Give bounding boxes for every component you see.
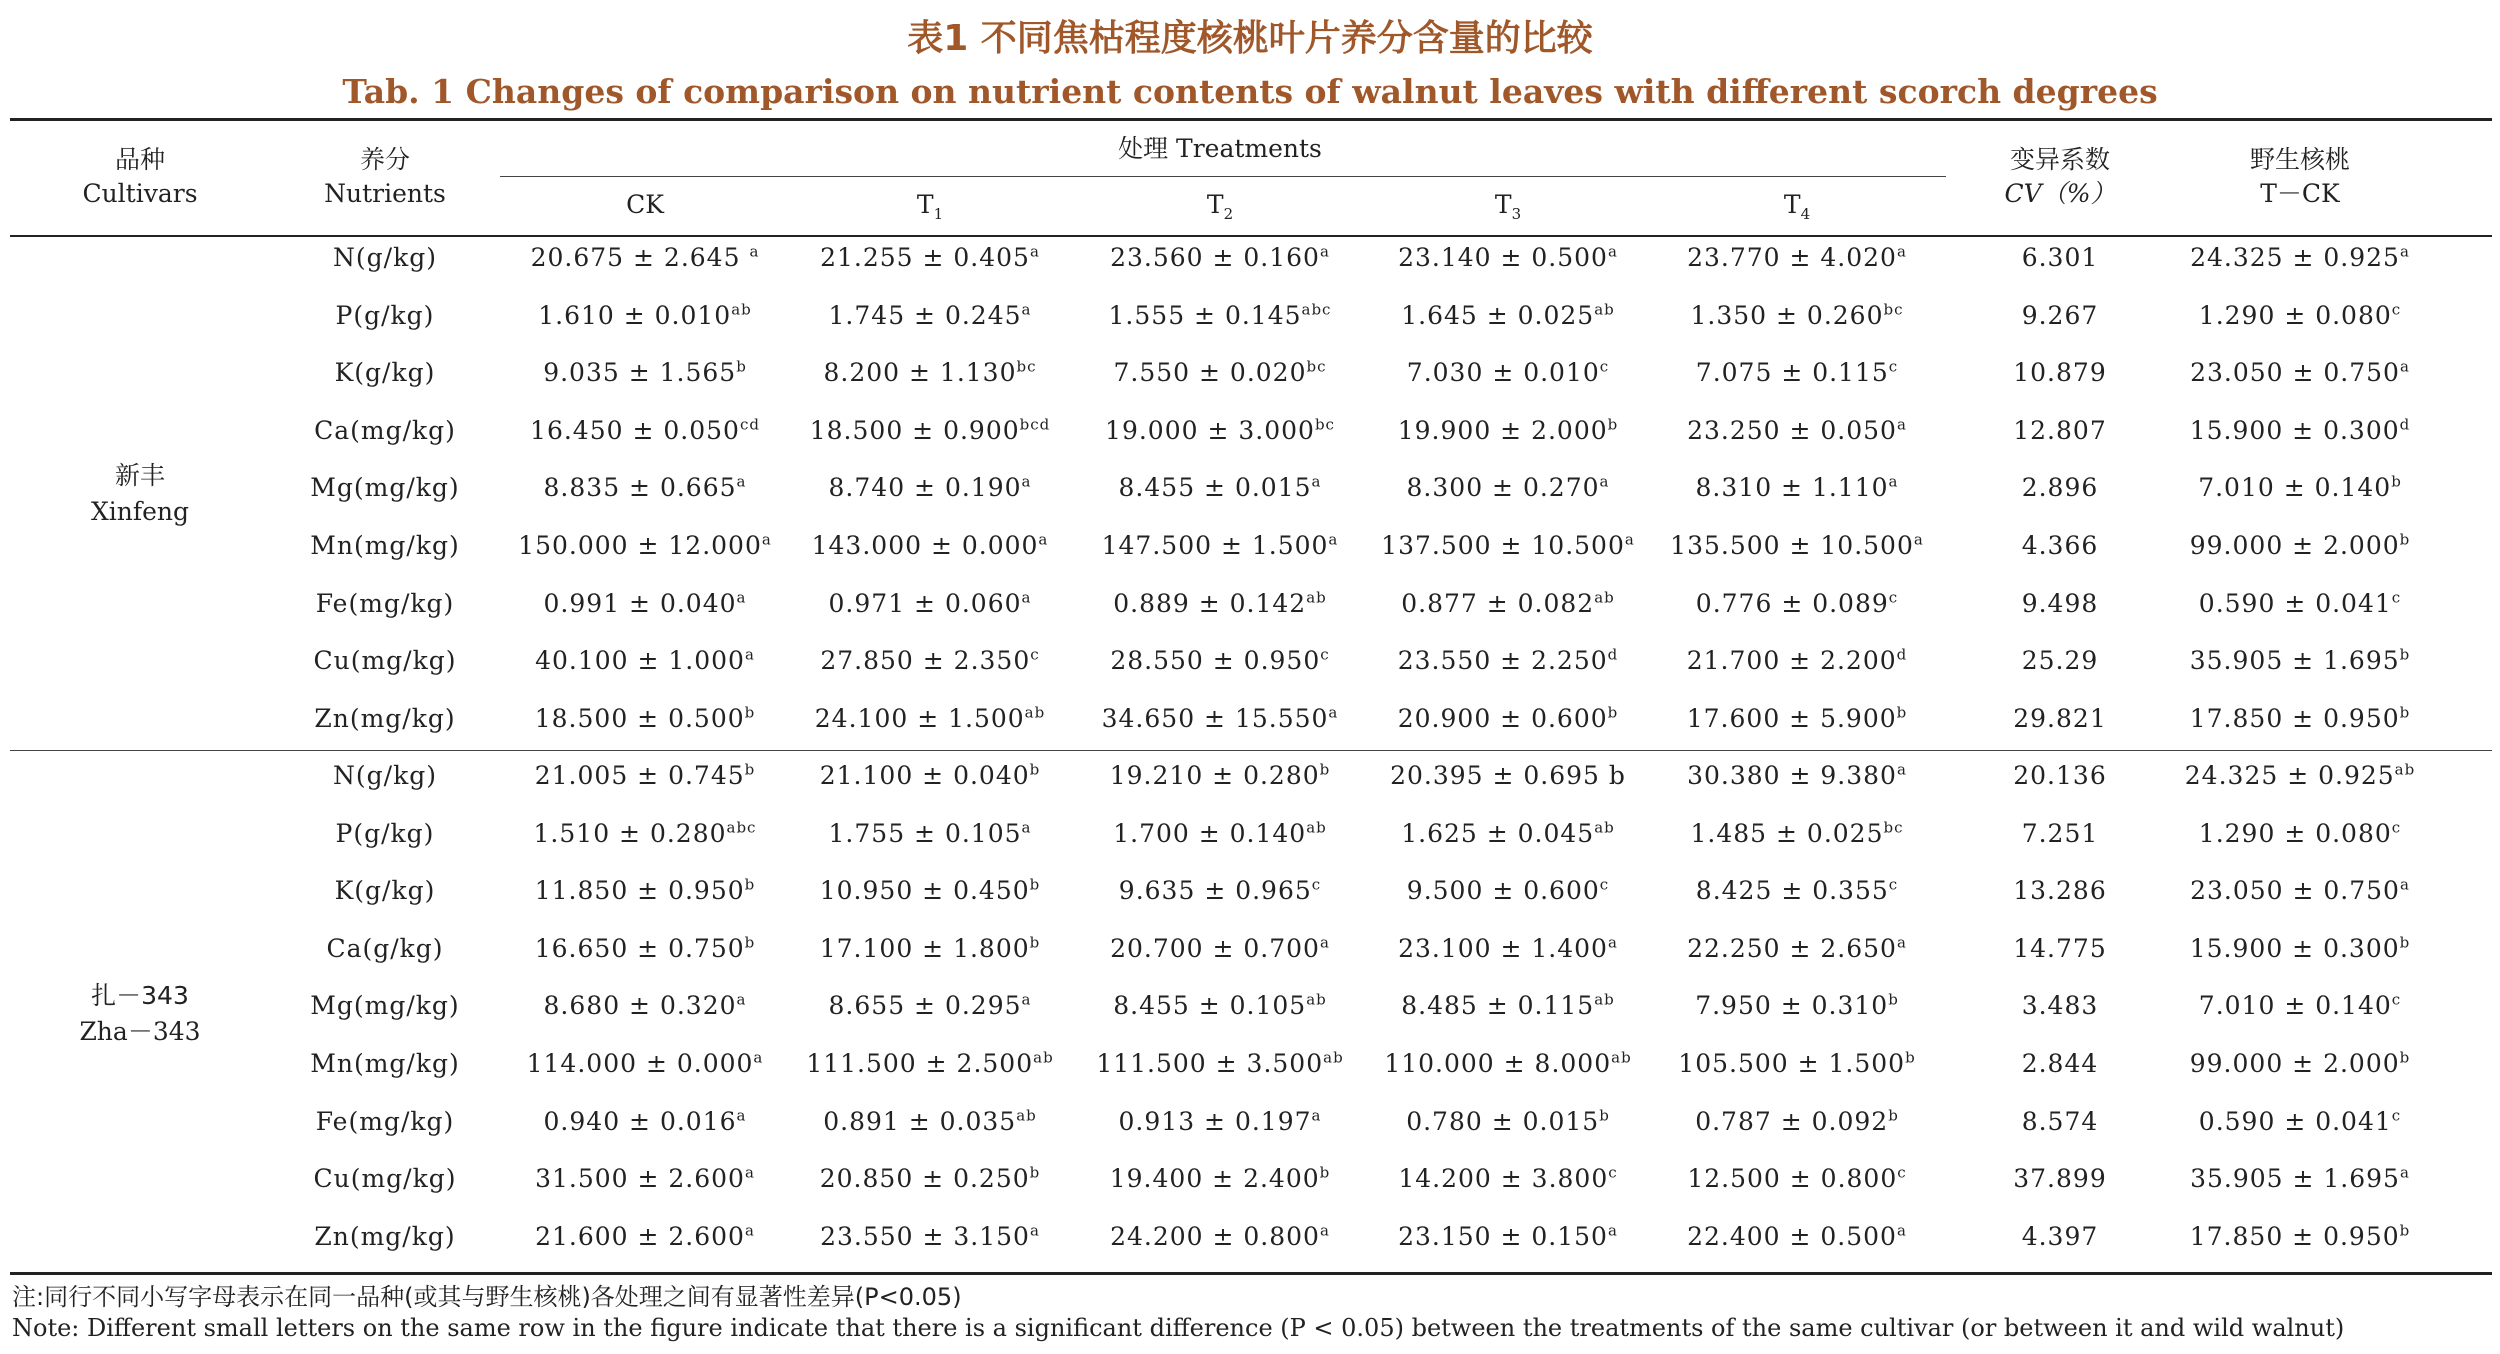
- cultivar-xinfeng: 新丰 Xinfeng: [90, 461, 190, 526]
- value-ck: 150.000 ± 12.000$^a$: [518, 530, 772, 560]
- value-wild-walnut: 17.850 ± 0.950$^b$: [2189, 703, 2411, 733]
- value-t1: 8.655 ± 0.295$^a$: [828, 991, 1032, 1021]
- value-ck: 1.610 ± 0.010$^{ab}$: [538, 300, 752, 330]
- value-ck: 16.650 ± 0.750$^b$: [534, 933, 756, 963]
- value-t1: 20.850 ± 0.250$^b$: [819, 1163, 1041, 1194]
- value-wild-walnut: 23.050 ± 0.750$^a$: [2190, 357, 2410, 388]
- nutrient-label: Cu(mg/kg): [313, 646, 457, 676]
- value-t1: 8.740 ± 0.190$^a$: [828, 473, 1032, 503]
- value-cv: 7.251: [2021, 818, 2099, 848]
- value-t3: 7.030 ± 0.010$^c$: [1406, 357, 1610, 388]
- value-ck: 9.035 ± 1.565$^b$: [543, 357, 747, 388]
- value-t1: 21.100 ± 0.040$^b$: [819, 760, 1041, 790]
- value-cv: 20.136: [2013, 761, 2107, 790]
- value-wild-walnut: 23.050 ± 0.750$^a$: [2190, 875, 2410, 906]
- nutrient-label: Mn(mg/kg): [310, 1049, 460, 1078]
- value-ck: 0.940 ± 0.016$^a$: [543, 1106, 747, 1136]
- value-ck: 18.500 ± 0.500$^b$: [534, 703, 756, 733]
- value-t4: 30.380 ± 9.380$^a$: [1687, 760, 1907, 790]
- value-t4: 23.770 ± 4.020$^a$: [1687, 242, 1907, 272]
- value-t3: 9.500 ± 0.600$^c$: [1406, 875, 1610, 906]
- nutrient-label: Mg(mg/kg): [310, 991, 460, 1021]
- header-nutrients: 养分 Nutrients: [324, 145, 446, 208]
- value-wild-walnut: 0.590 ± 0.041$^c$: [2198, 588, 2402, 618]
- value-t1: 27.850 ± 2.350$^c$: [820, 645, 1040, 676]
- value-t2: 20.700 ± 0.700$^a$: [1110, 933, 1330, 963]
- value-t4: 8.425 ± 0.355$^c$: [1695, 875, 1899, 906]
- value-t4: 22.400 ± 0.500$^a$: [1687, 1221, 1907, 1251]
- value-t4: 7.950 ± 0.310$^b$: [1695, 991, 1899, 1021]
- value-cv: 12.807: [2013, 415, 2107, 445]
- nutrient-label: N(g/kg): [333, 243, 437, 272]
- value-t2: 1.700 ± 0.140$^{ab}$: [1113, 818, 1327, 848]
- header-t3: $T_3$: [1494, 190, 1522, 223]
- nutrient-label: Fe(mg/kg): [315, 588, 455, 618]
- value-t2: 1.555 ± 0.145$^{abc}$: [1108, 300, 1332, 330]
- value-wild-walnut: 99.000 ± 2.000$^b$: [2189, 1048, 2411, 1078]
- value-t2: 24.200 ± 0.800$^a$: [1110, 1221, 1330, 1251]
- value-t3: 8.300 ± 0.270$^a$: [1406, 473, 1610, 503]
- value-t2: 19.400 ± 2.400$^b$: [1109, 1163, 1331, 1194]
- value-cv: 8.574: [2021, 1106, 2099, 1136]
- value-cv: 2.896: [2021, 473, 2099, 503]
- nutrient-label: Zn(mg/kg): [314, 703, 456, 733]
- value-ck: 8.680 ± 0.320$^a$: [543, 991, 747, 1021]
- value-t1: 0.971 ± 0.060$^a$: [828, 588, 1032, 618]
- value-ck: 11.850 ± 0.950$^b$: [534, 875, 756, 906]
- value-t3: 23.150 ± 0.150$^a$: [1398, 1221, 1618, 1251]
- value-t2: 34.650 ± 15.550$^a$: [1101, 703, 1339, 733]
- nutrient-label: Zn(mg/kg): [314, 1221, 456, 1251]
- value-ck: 21.600 ± 2.600$^a$: [535, 1221, 755, 1251]
- value-wild-walnut: 24.325 ± 0.925$^{ab}$: [2184, 760, 2416, 790]
- nutrient-label: Ca(mg/kg): [314, 415, 456, 445]
- treatments-underline: [500, 176, 1946, 177]
- value-t2: 0.889 ± 0.142$^{ab}$: [1113, 588, 1327, 618]
- value-t3: 110.000 ± 8.000$^{ab}$: [1384, 1048, 1632, 1078]
- table-title-cn: 表1 不同焦枯程度核桃叶片养分含量的比较: [907, 18, 1593, 59]
- value-t2: 23.560 ± 0.160$^a$: [1110, 242, 1330, 272]
- value-t1: 17.100 ± 1.800$^b$: [819, 933, 1041, 963]
- header-t2: $T_2$: [1206, 190, 1234, 223]
- value-t4: 8.310 ± 1.110$^a$: [1695, 473, 1899, 503]
- value-wild-walnut: 1.290 ± 0.080$^c$: [2198, 300, 2402, 330]
- value-wild-walnut: 99.000 ± 2.000$^b$: [2189, 530, 2411, 560]
- value-t1: 111.500 ± 2.500$^{ab}$: [806, 1048, 1054, 1078]
- value-wild-walnut: 35.905 ± 1.695$^a$: [2190, 1163, 2410, 1194]
- value-t3: 1.625 ± 0.045$^{ab}$: [1401, 818, 1615, 848]
- value-t3: 20.900 ± 0.600$^b$: [1397, 703, 1619, 733]
- value-t2: 7.550 ± 0.020$^{bc}$: [1113, 357, 1327, 388]
- value-t3: 0.877 ± 0.082$^{ab}$: [1401, 588, 1615, 618]
- nutrient-label: K(g/kg): [334, 876, 436, 906]
- value-t2: 19.210 ± 0.280$^b$: [1109, 760, 1331, 790]
- nutrient-label: Mn(mg/kg): [310, 531, 460, 560]
- nutrient-label: P(g/kg): [335, 300, 435, 330]
- header-t1: $T_1$: [916, 190, 944, 223]
- value-t4: 23.250 ± 0.050$^a$: [1687, 415, 1907, 445]
- value-cv: 2.844: [2021, 1049, 2099, 1078]
- value-cv: 9.498: [2021, 588, 2099, 618]
- value-t2: 19.000 ± 3.000$^{bc}$: [1105, 415, 1335, 445]
- value-t3: 137.500 ± 10.500$^a$: [1381, 530, 1635, 560]
- nutrient-label: P(g/kg): [335, 818, 435, 848]
- value-t4: 22.250 ± 2.650$^a$: [1687, 933, 1907, 963]
- header-treatments: 处理 Treatments: [1118, 134, 1322, 163]
- group-separator-rule: [10, 750, 2492, 751]
- value-ck: 1.510 ± 0.280$^{abc}$: [533, 818, 757, 848]
- header-cultivars: 品种 Cultivars: [82, 145, 198, 208]
- value-ck: 0.991 ± 0.040$^a$: [543, 588, 747, 618]
- value-t3: 0.780 ± 0.015$^b$: [1406, 1106, 1610, 1136]
- value-t4: 0.787 ± 0.092$^b$: [1695, 1106, 1899, 1136]
- value-t4: 7.075 ± 0.115$^c$: [1695, 357, 1899, 388]
- header-cv: 变异系数 CV（%）: [2004, 145, 2116, 208]
- value-t1: 0.891 ± 0.035$^{ab}$: [823, 1106, 1037, 1136]
- nutrient-label: K(g/kg): [334, 358, 436, 388]
- value-ck: 20.675 ± 2.645 $^a$: [530, 242, 760, 272]
- value-wild-walnut: 7.010 ± 0.140$^b$: [2198, 473, 2402, 503]
- header-t4: $T_4$: [1783, 190, 1811, 223]
- value-t1: 23.550 ± 3.150$^a$: [820, 1221, 1040, 1251]
- value-t1: 143.000 ± 0.000$^a$: [811, 530, 1049, 560]
- nutrient-label: Cu(mg/kg): [313, 1164, 457, 1194]
- value-cv: 25.29: [2021, 646, 2099, 676]
- value-t1: 21.255 ± 0.405$^a$: [820, 242, 1040, 272]
- value-t4: 17.600 ± 5.900$^b$: [1686, 703, 1908, 733]
- value-t4: 105.500 ± 1.500$^b$: [1678, 1048, 1916, 1078]
- value-cv: 9.267: [2021, 300, 2099, 330]
- value-cv: 10.879: [2013, 358, 2107, 388]
- value-ck: 40.100 ± 1.000$^a$: [535, 645, 755, 676]
- value-cv: 4.366: [2021, 531, 2099, 560]
- value-t1: 10.950 ± 0.450$^b$: [819, 875, 1041, 906]
- value-wild-walnut: 35.905 ± 1.695$^b$: [2189, 645, 2411, 676]
- value-cv: 4.397: [2021, 1221, 2099, 1251]
- value-t4: 0.776 ± 0.089$^c$: [1695, 588, 1899, 618]
- value-t3: 1.645 ± 0.025$^{ab}$: [1401, 300, 1615, 330]
- value-ck: 21.005 ± 0.745$^b$: [534, 760, 756, 790]
- top-rule: [10, 118, 2492, 121]
- value-t1: 18.500 ± 0.900$^{bcd}$: [809, 415, 1051, 445]
- nutrient-label: Fe(mg/kg): [315, 1106, 455, 1136]
- footnote-en: Note: Different small letters on the same row in the figure indicate that there is a significant difference (P < 0.05) between the treatments of the same cultivar (or between it and wild walnut): [12, 1314, 2345, 1342]
- value-t2: 8.455 ± 0.105$^{ab}$: [1113, 991, 1327, 1021]
- footnote-cn: 注:同行不同小写字母表示在同一品种(或其与野生核桃)各处理之间有显著性差异(P<0.05): [12, 1283, 962, 1311]
- value-wild-walnut: 7.010 ± 0.140$^c$: [2198, 991, 2402, 1021]
- header-ck: CK: [626, 190, 664, 219]
- cultivar-zha343: 扎－343 Zha－343: [79, 981, 201, 1046]
- value-t3: 19.900 ± 2.000$^b$: [1397, 415, 1619, 445]
- header-wild-walnut: 野生核桃 T－CK: [2249, 145, 2350, 208]
- value-ck: 114.000 ± 0.000$^a$: [526, 1048, 764, 1078]
- value-wild-walnut: 15.900 ± 0.300$^b$: [2189, 933, 2411, 963]
- value-cv: 6.301: [2021, 243, 2099, 272]
- value-t1: 24.100 ± 1.500$^{ab}$: [814, 703, 1046, 733]
- nutrient-label: Ca(g/kg): [326, 933, 444, 963]
- header-rule: [10, 235, 2492, 237]
- value-t3: 23.140 ± 0.500$^a$: [1398, 242, 1618, 272]
- value-t2: 8.455 ± 0.015$^a$: [1118, 473, 1322, 503]
- nutrient-label: Mg(mg/kg): [310, 473, 460, 503]
- value-t1: 1.755 ± 0.105$^a$: [828, 818, 1032, 848]
- value-t3: 20.395 ± 0.695 b: [1390, 761, 1626, 790]
- value-wild-walnut: 17.850 ± 0.950$^b$: [2189, 1221, 2411, 1251]
- value-t3: 23.100 ± 1.400$^a$: [1398, 933, 1618, 963]
- value-t4: 12.500 ± 0.800$^c$: [1687, 1163, 1907, 1194]
- value-cv: 29.821: [2013, 703, 2107, 733]
- value-wild-walnut: 0.590 ± 0.041$^c$: [2198, 1106, 2402, 1136]
- value-t2: 28.550 ± 0.950$^c$: [1110, 645, 1330, 676]
- value-ck: 16.450 ± 0.050$^{cd}$: [530, 415, 760, 445]
- value-t1: 8.200 ± 1.130$^{bc}$: [823, 357, 1037, 388]
- value-cv: 37.899: [2013, 1164, 2107, 1194]
- value-wild-walnut: 15.900 ± 0.300$^d$: [2189, 415, 2411, 445]
- value-cv: 3.483: [2021, 991, 2099, 1021]
- value-ck: 31.500 ± 2.600$^a$: [535, 1163, 755, 1194]
- value-wild-walnut: 24.325 ± 0.925$^a$: [2190, 242, 2410, 272]
- value-t2: 111.500 ± 3.500$^{ab}$: [1096, 1048, 1344, 1078]
- value-wild-walnut: 1.290 ± 0.080$^c$: [2198, 818, 2402, 848]
- bottom-rule: [10, 1272, 2492, 1275]
- value-t3: 14.200 ± 3.800$^c$: [1398, 1163, 1618, 1194]
- value-t2: 9.635 ± 0.965$^c$: [1118, 875, 1322, 906]
- value-cv: 14.775: [2013, 933, 2107, 963]
- value-t2: 0.913 ± 0.197$^a$: [1118, 1106, 1322, 1136]
- value-cv: 13.286: [2013, 876, 2107, 906]
- value-t3: 8.485 ± 0.115$^{ab}$: [1401, 991, 1615, 1021]
- table-title-en: Tab. 1 Changes of comparison on nutrient contents of walnut leaves with different scorch degrees: [342, 72, 2158, 111]
- value-t4: 1.485 ± 0.025$^{bc}$: [1690, 818, 1904, 848]
- nutrient-label: N(g/kg): [333, 761, 437, 790]
- value-ck: 8.835 ± 0.665$^a$: [543, 473, 747, 503]
- value-t2: 147.500 ± 1.500$^a$: [1101, 530, 1339, 560]
- value-t4: 135.500 ± 10.500$^a$: [1670, 530, 1924, 560]
- value-t4: 1.350 ± 0.260$^{bc}$: [1690, 300, 1904, 330]
- value-t4: 21.700 ± 2.200$^d$: [1686, 645, 1908, 676]
- value-t1: 1.745 ± 0.245$^a$: [828, 300, 1032, 330]
- value-t3: 23.550 ± 2.250$^d$: [1397, 645, 1619, 676]
